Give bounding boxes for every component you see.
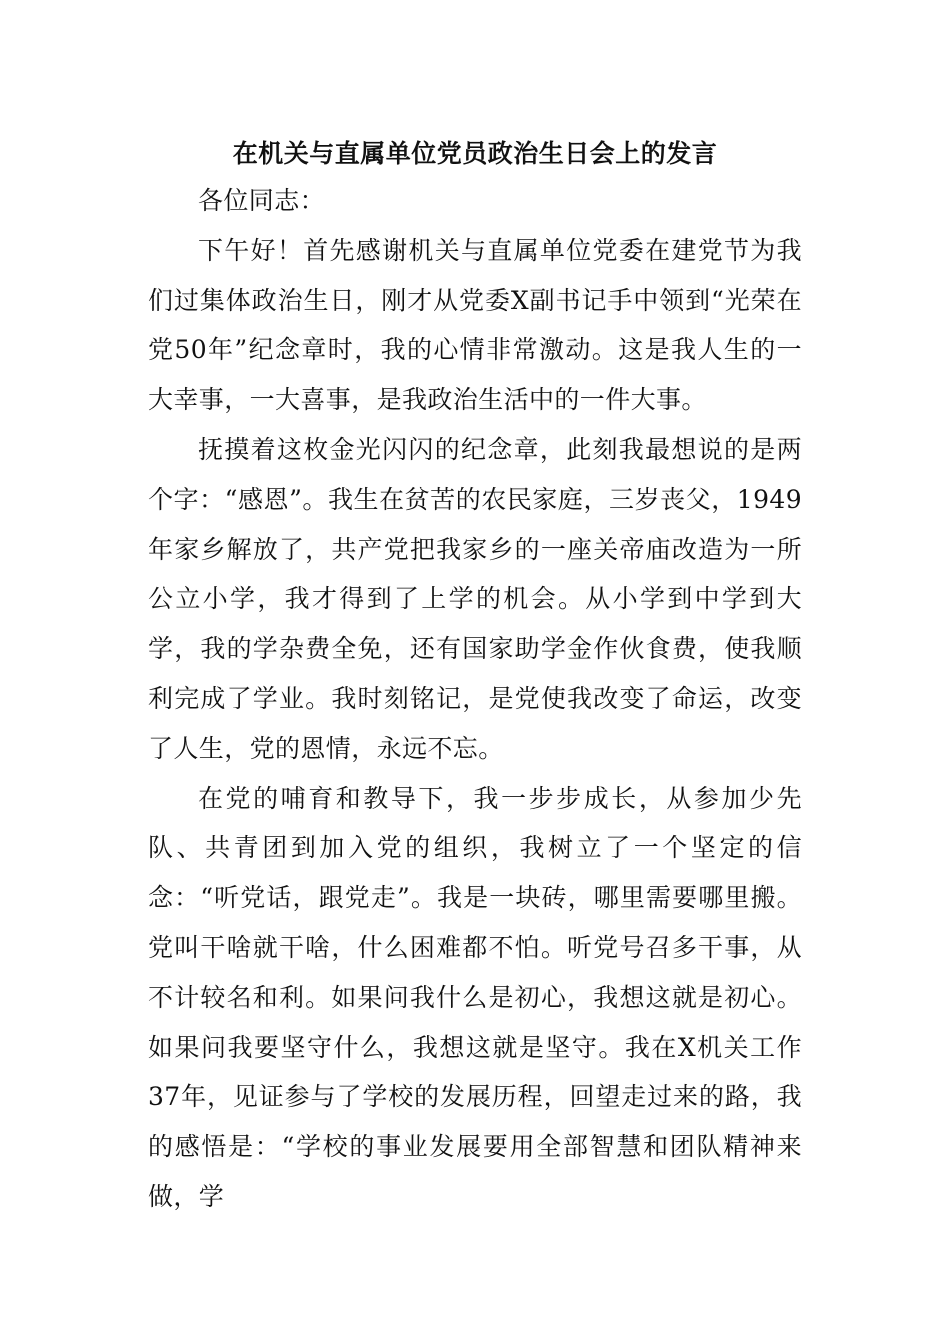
paragraph-1: 下午好！首先感谢机关与直属单位党委在建党节为我们过集体政治生日，刚才从党委X副书记手中领到“光荣在党50年”纪念章时，我的心情非常激动。这是我人生的一大幸事，一大喜事，是我政治生活中的一件大事。 xyxy=(148,235,802,415)
paragraph-3: 在党的哺育和教导下，我一步步成长，从参加少先队、共青团到加入党的组织，我树立了一个坚定的信念：“听党话，跟党走”。我是一块砖，哪里需要哪里搬。党叫干啥就干啥，什么困难都不怕。听党号召多干事，从不计较名和利。如果问我什么是初心，我想这就是初心。如果问我要坚守什么，我想这就是坚守。我在X机关工作37年，见证参与了学校的发展历程，回望走过来的路，我的感悟是：“学校的事业发展要用全部智慧和团队精神来做，学 xyxy=(148,783,802,1211)
document-body xyxy=(148,176,802,1222)
paragraph-2: 抚摸着这枚金光闪闪的纪念章，此刻我最想说的是两个字：“感恩”。我生在贫苦的农民家庭，三岁丧父，1949年家乡解放了，共产党把我家乡的一座关帝庙改造为一所公立小学，我才得到了上学的机会。从小学到中学到大学，我的学杂费全免，还有国家助学金作伙食费，使我顺利完成了学业。我时刻铭记，是党使我改变了命运，改变了人生，党的恩情，永远不忘。 xyxy=(148,434,802,763)
document-title: 在机关与直属单位党员政治生日会上的发言 xyxy=(232,139,718,168)
salutation: 各位同志： xyxy=(198,186,326,215)
